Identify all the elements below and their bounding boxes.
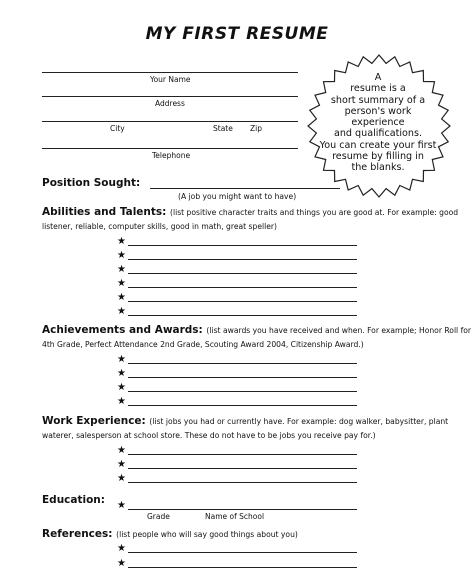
position-hint: (A job you might want to have) [178, 192, 297, 201]
abilities-entry-4[interactable] [117, 279, 357, 293]
abilities-entry-3[interactable] [117, 265, 357, 279]
entry-line [128, 273, 357, 274]
city-state-zip-line[interactable] [42, 121, 298, 122]
position-line[interactable] [150, 188, 340, 189]
work-entry-1[interactable] [117, 446, 357, 460]
zip-label: Zip [250, 124, 262, 133]
star-icon: ★ [117, 354, 126, 365]
entry-line [128, 468, 357, 469]
star-icon: ★ [117, 264, 126, 275]
callout-line: A [374, 72, 382, 83]
entry-line [128, 482, 357, 483]
star-icon: ★ [117, 278, 126, 289]
telephone-label: Telephone [152, 151, 191, 160]
references-entry-1[interactable] [117, 544, 357, 558]
entry-line [128, 259, 357, 260]
abilities-entry-6[interactable] [117, 307, 357, 321]
entry-line [128, 287, 357, 288]
star-icon: ★ [117, 368, 126, 379]
entry-line [128, 315, 357, 316]
telephone-line[interactable] [42, 148, 298, 149]
abilities-heading [42, 206, 458, 218]
star-icon: ★ [117, 236, 126, 247]
references-heading-text: References: [42, 528, 113, 540]
entry-line [128, 509, 357, 510]
address-label: Address [155, 99, 185, 108]
entry-line [128, 363, 357, 364]
work-entry-3[interactable] [117, 474, 357, 488]
work-entry-2[interactable] [117, 460, 357, 474]
entry-line [128, 454, 357, 455]
entry-line [128, 301, 357, 302]
name-label: Your Name [150, 75, 191, 84]
references-heading [42, 528, 298, 540]
abilities-note-cont: listener, reliable, computer skills, good in math, great speller) [42, 222, 277, 231]
achievements-heading [42, 324, 471, 336]
star-icon: ★ [117, 306, 126, 317]
school-label: Name of School [205, 512, 265, 521]
callout-line: short summary of a [330, 94, 426, 106]
work-heading [42, 415, 448, 427]
star-icon: ★ [117, 500, 126, 511]
achievements-entry-1[interactable] [117, 355, 357, 369]
abilities-heading-text: Abilities and Talents: [42, 206, 167, 218]
entry-line [128, 377, 357, 378]
entry-line [128, 552, 357, 553]
star-icon: ★ [117, 396, 126, 407]
achievements-entry-3[interactable] [117, 383, 357, 397]
callout-line: the blanks. [351, 162, 405, 174]
work-note: (list jobs you had or currently have. For example: dog walker, babysitter, plant [149, 417, 449, 426]
star-icon: ★ [117, 382, 126, 393]
entry-line [128, 405, 357, 406]
abilities-entry-1[interactable] [117, 237, 357, 251]
star-icon: ★ [117, 543, 126, 554]
state-label: State [213, 124, 233, 133]
star-icon: ★ [117, 445, 126, 456]
abilities-note: (list positive character traits and things you are good at. For example: good [170, 208, 459, 217]
achievements-note-cont: 4th Grade, Perfect Attendance 2nd Grade, Scouting Award 2004, Citizenship Award.) [42, 340, 364, 349]
achievements-heading-text: Achievements and Awards: [42, 324, 203, 336]
callout-line: resume is a [350, 83, 406, 95]
entry-line [128, 245, 357, 246]
callout-text [318, 72, 438, 174]
education-heading: Education: [42, 494, 105, 506]
callout-line: resume by filling in [332, 151, 424, 163]
city-label: City [110, 124, 125, 133]
star-icon: ★ [117, 292, 126, 303]
star-icon: ★ [117, 558, 126, 569]
address-line[interactable] [42, 96, 298, 97]
entry-line [128, 391, 357, 392]
achievements-note: (list awards you have received and when. For example; Honor Roll for [206, 326, 472, 335]
references-note: (list people who will say good things about you) [116, 530, 298, 539]
page-title: MY FIRST RESUME [145, 24, 329, 44]
grade-label: Grade [147, 512, 170, 521]
name-line[interactable] [42, 72, 298, 73]
abilities-entry-5[interactable] [117, 293, 357, 307]
entry-line [128, 567, 357, 568]
work-note-cont: waterer, salesperson at school store. These do not have to be jobs you receive pay for.) [42, 431, 376, 440]
star-icon: ★ [117, 459, 126, 470]
star-icon: ★ [117, 473, 126, 484]
position-heading: Position Sought: [42, 177, 141, 189]
work-heading-text: Work Experience: [42, 415, 146, 427]
callout-line: You can create your first [319, 139, 437, 151]
achievements-entry-4[interactable] [117, 397, 357, 411]
abilities-entry-2[interactable] [117, 251, 357, 265]
references-entry-2[interactable] [117, 559, 357, 573]
star-icon: ★ [117, 250, 126, 261]
achievements-entry-2[interactable] [117, 369, 357, 383]
callout-line: person's work experience [344, 105, 412, 129]
callout-line: and qualifications. [333, 128, 423, 140]
